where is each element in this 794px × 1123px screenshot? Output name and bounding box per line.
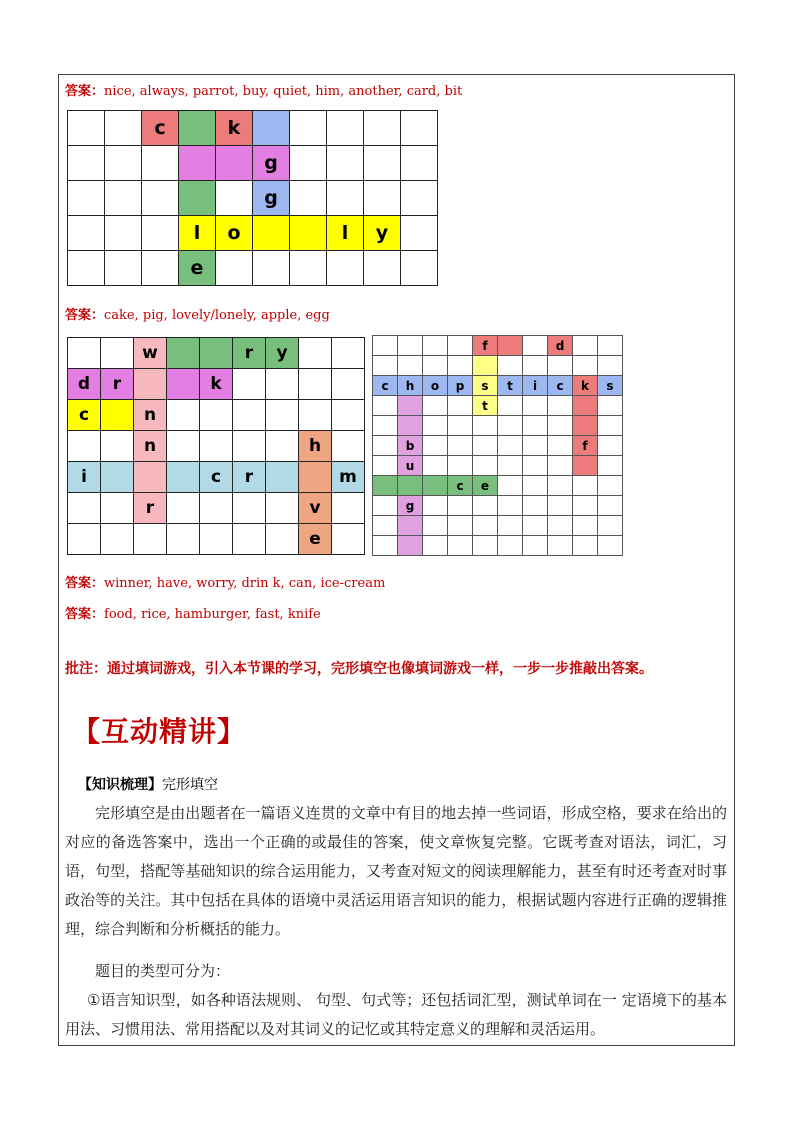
grid-cell: [216, 146, 253, 181]
grid-cell: [398, 356, 423, 376]
grid-cell: [68, 181, 105, 216]
grid-cell: [101, 462, 134, 493]
grid-cell: n: [134, 431, 167, 462]
grid-cell: [401, 251, 438, 286]
grid-cell: [573, 516, 598, 536]
grid-cell: [373, 536, 398, 556]
grid-cell: [105, 216, 142, 251]
grid-cell: [423, 516, 448, 536]
grid-row: [68, 462, 365, 493]
grid-cell: [498, 476, 523, 496]
grid-cell: [423, 476, 448, 496]
grid-cell: [401, 181, 438, 216]
grid-cell: c: [142, 111, 179, 146]
grid-cell: [423, 536, 448, 556]
grid-cell: [134, 369, 167, 400]
grid-cell: [68, 111, 105, 146]
grid-cell: [573, 536, 598, 556]
grid-cell: [327, 111, 364, 146]
grid-cell: [332, 431, 365, 462]
grid-cell: [253, 111, 290, 146]
grid-cell: [548, 436, 573, 456]
grid-cell: h: [299, 431, 332, 462]
grid-cell: r: [233, 338, 266, 369]
grid-cell: [299, 400, 332, 431]
grid-cell: h: [398, 376, 423, 396]
grid-cell: s: [473, 376, 498, 396]
grid-row: [373, 376, 623, 396]
grid-cell: i: [68, 462, 101, 493]
grid-cell: [105, 251, 142, 286]
grid-cell: [200, 400, 233, 431]
grid-cell: l: [179, 216, 216, 251]
grid-cell: [373, 456, 398, 476]
grid-cell: [332, 369, 365, 400]
grid-cell: [167, 524, 200, 555]
grid-cell: [68, 146, 105, 181]
grid-cell: [598, 396, 623, 416]
grid-row: [68, 400, 365, 431]
paragraph-type-1: ①语言知识型，如各种语法规则、 句型、句式等；还包括词汇型，测试单词在一 定语境下的基本用法、习惯用法、常用搭配以及对其词义的记忆或其特定意义的理解和灵活运用。: [65, 991, 727, 1038]
grid-cell: [473, 496, 498, 516]
grid-row: [68, 251, 438, 286]
grid-cell: [448, 336, 473, 356]
grid-cell: [290, 111, 327, 146]
grid-cell: [68, 338, 101, 369]
grid-row: [68, 181, 438, 216]
grid-cell: [68, 524, 101, 555]
grid-cell: k: [573, 376, 598, 396]
grid-cell: b: [398, 436, 423, 456]
grid-cell: c: [68, 400, 101, 431]
grid-cell: r: [101, 369, 134, 400]
grid-cell: [498, 456, 523, 476]
grid-row: [373, 436, 623, 456]
grid-cell: i: [523, 376, 548, 396]
grid-cell: [266, 369, 299, 400]
grid-cell: [598, 516, 623, 536]
grid-cell: [373, 496, 398, 516]
grid-cell: [448, 396, 473, 416]
knowledge-heading: [78, 774, 218, 794]
crossword-grid-1: [67, 110, 438, 286]
grid-cell: [398, 416, 423, 436]
grid-cell: [299, 462, 332, 493]
answer-value: food, rice, hamburger, fast, knife: [104, 607, 321, 622]
grid-cell: c: [200, 462, 233, 493]
grid-cell: [200, 493, 233, 524]
grid-cell: [573, 356, 598, 376]
grid-cell: l: [327, 216, 364, 251]
grid-cell: [266, 493, 299, 524]
grid-cell: [498, 416, 523, 436]
grid-cell: [332, 493, 365, 524]
grid-cell: [266, 524, 299, 555]
grid-row: [68, 369, 365, 400]
grid-cell: r: [233, 462, 266, 493]
grid-row: [373, 356, 623, 376]
grid-cell: g: [398, 496, 423, 516]
grid-cell: [523, 416, 548, 436]
grid-cell: [398, 476, 423, 496]
grid-cell: [398, 336, 423, 356]
grid-cell: [134, 524, 167, 555]
grid-cell: [332, 400, 365, 431]
grid-cell: [548, 356, 573, 376]
grid-cell: [473, 356, 498, 376]
grid-cell: p: [448, 376, 473, 396]
grid-cell: [498, 356, 523, 376]
grid-cell: e: [299, 524, 332, 555]
grid-cell: [142, 216, 179, 251]
grid-cell: [179, 181, 216, 216]
grid-cell: [598, 336, 623, 356]
grid-cell: [598, 436, 623, 456]
grid-cell: [233, 369, 266, 400]
answer-key: 答案：: [65, 308, 105, 323]
grid-cell: e: [473, 476, 498, 496]
grid-cell: [373, 356, 398, 376]
grid-cell: [573, 496, 598, 516]
grid-cell: [364, 181, 401, 216]
grid-cell: [290, 216, 327, 251]
answer-line-2: [65, 304, 330, 323]
grid-cell: e: [179, 251, 216, 286]
grid-cell: [373, 516, 398, 536]
grid-row: [373, 336, 623, 356]
grid-row: [373, 456, 623, 476]
grid-cell: [523, 456, 548, 476]
grid-cell: [216, 251, 253, 286]
grid-cell: [327, 251, 364, 286]
grid-cell: s: [598, 376, 623, 396]
grid-cell: [101, 524, 134, 555]
grid-cell: [473, 456, 498, 476]
grid-cell: [327, 181, 364, 216]
grid-cell: k: [216, 111, 253, 146]
grid-cell: [200, 431, 233, 462]
grid-cell: [373, 416, 398, 436]
grid-cell: [101, 400, 134, 431]
grid-cell: [332, 524, 365, 555]
grid-cell: [523, 516, 548, 536]
section-title: 【互动精讲】: [72, 715, 247, 748]
grid-cell: [373, 476, 398, 496]
grid-cell: [548, 456, 573, 476]
grid-row: [373, 496, 623, 516]
grid-cell: [364, 111, 401, 146]
grid-cell: [423, 416, 448, 436]
grid-cell: [598, 416, 623, 436]
grid-cell: [523, 476, 548, 496]
grid-cell: [423, 396, 448, 416]
grid-cell: [299, 338, 332, 369]
grid-cell: [598, 496, 623, 516]
grid-cell: [598, 356, 623, 376]
grid-cell: f: [473, 336, 498, 356]
grid-cell: [134, 462, 167, 493]
grid-cell: [105, 181, 142, 216]
grid-cell: [498, 336, 523, 356]
grid-cell: [266, 462, 299, 493]
grid-row: [68, 493, 365, 524]
grid-cell: g: [253, 146, 290, 181]
grid-cell: [327, 146, 364, 181]
answer-line-3: [65, 572, 385, 591]
grid-cell: [167, 338, 200, 369]
grid-cell: [266, 431, 299, 462]
grid-cell: [548, 396, 573, 416]
grid-cell: [473, 416, 498, 436]
grid-cell: [233, 524, 266, 555]
grid-cell: g: [253, 181, 290, 216]
grid-cell: [332, 338, 365, 369]
grid-cell: [167, 431, 200, 462]
grid-cell: [523, 396, 548, 416]
paragraph-intro: 完形填空是由出题者在一篇语义连贯的文章中有目的地去掉一些词语，形成空格，要求在给出的对应的备选答案中，选出一个正确的或最佳的答案，使文章恢复完整。它既考查对语法，词汇，习语，句型，搭配等基础知识的综合运用能力，又考查对短文的阅读理解能力，甚至有时还考查对时事政治等的关注。其中包括在具体的语境中灵活运用语言知识的能力，根据试题内容进行正确的逻辑推理，综合判断和分析概括的能力。: [65, 804, 727, 938]
grid-cell: o: [423, 376, 448, 396]
grid-cell: [548, 496, 573, 516]
answer-key: 答案：: [65, 576, 105, 591]
grid-cell: r: [134, 493, 167, 524]
grid-cell: [473, 516, 498, 536]
grid-cell: d: [548, 336, 573, 356]
grid-cell: k: [200, 369, 233, 400]
grid-cell: f: [573, 436, 598, 456]
grid-cell: [448, 436, 473, 456]
grid-cell: [233, 400, 266, 431]
grid-cell: [373, 336, 398, 356]
grid-cell: [101, 338, 134, 369]
grid-cell: [373, 436, 398, 456]
grid-cell: [142, 146, 179, 181]
grid-cell: [68, 431, 101, 462]
grid-cell: [573, 336, 598, 356]
grid-cell: [523, 496, 548, 516]
answer-key: 答案：: [65, 607, 105, 622]
grid-cell: o: [216, 216, 253, 251]
grid-cell: n: [134, 400, 167, 431]
grid-row: [68, 111, 438, 146]
grid-cell: [498, 436, 523, 456]
grid-cell: [548, 416, 573, 436]
grid-cell: [266, 400, 299, 431]
grid-cell: [423, 436, 448, 456]
grid-cell: [167, 493, 200, 524]
grid-cell: [68, 493, 101, 524]
grid-cell: [101, 493, 134, 524]
grid-cell: w: [134, 338, 167, 369]
grid-cell: [290, 181, 327, 216]
crossword-grid-2: [67, 337, 365, 555]
grid-row: [68, 524, 365, 555]
grid-cell: [401, 216, 438, 251]
answer-value: cake, pig, lovely/lonely, apple, egg: [104, 308, 330, 323]
grid-cell: [573, 456, 598, 476]
grid-cell: [398, 396, 423, 416]
answer-value: winner, have, worry, drin k, can, ice-cream: [104, 576, 386, 591]
grid-cell: [523, 536, 548, 556]
grid-cell: [398, 536, 423, 556]
grid-row: [373, 536, 623, 556]
knowledge-label: 【知识梳理】: [78, 777, 162, 793]
grid-cell: m: [332, 462, 365, 493]
grid-row: [373, 416, 623, 436]
grid-cell: [68, 216, 105, 251]
grid-cell: [473, 436, 498, 456]
grid-cell: [448, 516, 473, 536]
grid-row: [373, 476, 623, 496]
grid-cell: [498, 496, 523, 516]
grid-cell: [364, 251, 401, 286]
grid-cell: [200, 338, 233, 369]
grid-cell: [523, 436, 548, 456]
grid-cell: t: [498, 376, 523, 396]
grid-cell: t: [473, 396, 498, 416]
grid-cell: [179, 146, 216, 181]
grid-cell: [398, 516, 423, 536]
grid-cell: [179, 111, 216, 146]
grid-cell: [423, 356, 448, 376]
grid-cell: [401, 146, 438, 181]
grid-cell: [598, 536, 623, 556]
grid-cell: [105, 146, 142, 181]
grid-cell: [200, 524, 233, 555]
grid-cell: [448, 536, 473, 556]
grid-cell: [573, 416, 598, 436]
grid-cell: [142, 181, 179, 216]
grid-cell: [290, 251, 327, 286]
grid-cell: [290, 146, 327, 181]
grid-cell: [68, 251, 105, 286]
grid-cell: [167, 400, 200, 431]
grid-row: [68, 216, 438, 251]
grid-cell: [548, 516, 573, 536]
grid-cell: [523, 356, 548, 376]
grid-cell: [598, 476, 623, 496]
grid-cell: [101, 431, 134, 462]
grid-cell: [448, 456, 473, 476]
grid-cell: [448, 496, 473, 516]
grid-cell: [498, 536, 523, 556]
grid-row: [373, 516, 623, 536]
grid-row: [373, 396, 623, 416]
grid-cell: [233, 431, 266, 462]
paragraph-types: 题目的类型可分为：: [95, 962, 231, 980]
answer-line-4: [65, 603, 321, 622]
grid-cell: [167, 462, 200, 493]
grid-cell: [473, 536, 498, 556]
grid-cell: [401, 111, 438, 146]
grid-cell: [448, 356, 473, 376]
grid-cell: [423, 456, 448, 476]
grid-cell: [498, 396, 523, 416]
grid-cell: [373, 396, 398, 416]
grid-cell: [573, 396, 598, 416]
grid-cell: [548, 536, 573, 556]
grid-cell: [233, 493, 266, 524]
grid-cell: y: [364, 216, 401, 251]
grid-cell: [423, 496, 448, 516]
grid-row: [68, 146, 438, 181]
answer-key: 答案：: [65, 84, 105, 99]
grid-cell: [548, 476, 573, 496]
grid-cell: [498, 516, 523, 536]
grid-cell: [598, 456, 623, 476]
grid-cell: [573, 476, 598, 496]
grid-cell: y: [266, 338, 299, 369]
grid-cell: [216, 181, 253, 216]
grid-cell: u: [398, 456, 423, 476]
answer-line-1: [65, 80, 462, 99]
grid-cell: [423, 336, 448, 356]
annotation-note: 批注：通过填词游戏，引入本节课的学习，完形填空也像填词游戏一样，一步一步推敲出答案。: [65, 661, 653, 677]
grid-cell: c: [373, 376, 398, 396]
grid-cell: [253, 251, 290, 286]
grid-row: [68, 431, 365, 462]
grid-cell: [105, 111, 142, 146]
answer-value: nice, always, parrot, buy, quiet, him, another, card, bit: [104, 84, 463, 99]
grid-row: [68, 338, 365, 369]
grid-cell: [448, 416, 473, 436]
grid-cell: c: [548, 376, 573, 396]
grid-cell: [253, 216, 290, 251]
grid-cell: [167, 369, 200, 400]
grid-cell: [364, 146, 401, 181]
grid-cell: v: [299, 493, 332, 524]
crossword-grid-3: [372, 335, 623, 556]
knowledge-title: 完形填空: [162, 777, 218, 793]
grid-cell: [523, 336, 548, 356]
grid-cell: d: [68, 369, 101, 400]
grid-cell: c: [448, 476, 473, 496]
grid-cell: [299, 369, 332, 400]
grid-cell: [142, 251, 179, 286]
